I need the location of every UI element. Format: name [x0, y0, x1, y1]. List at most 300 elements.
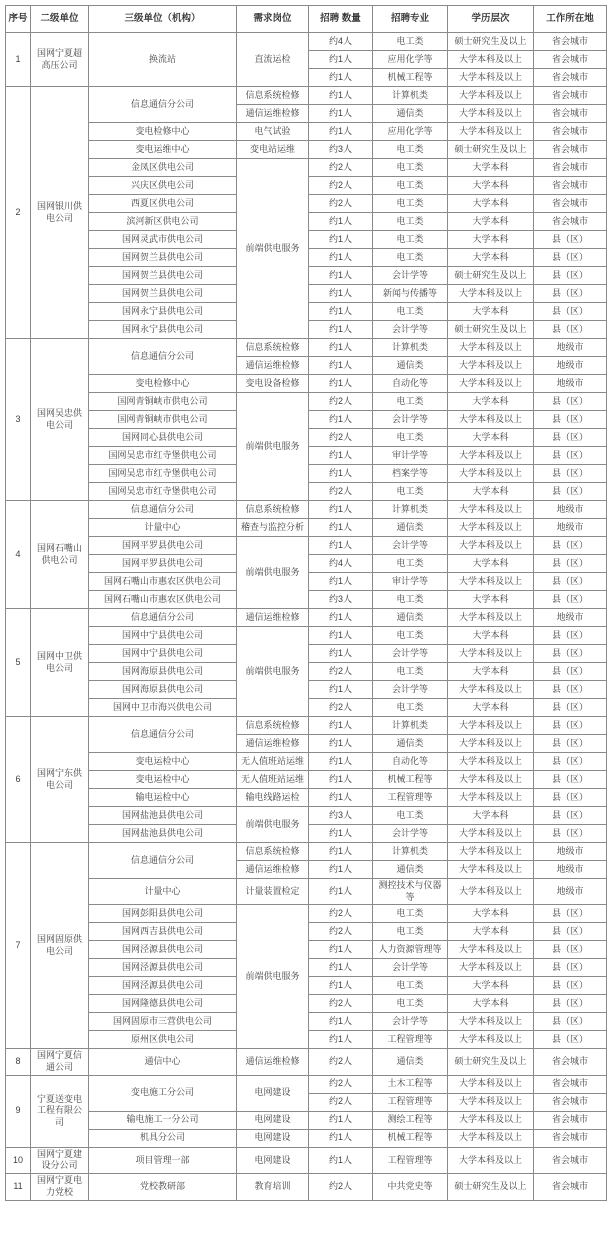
- major-cell: 通信类: [373, 609, 448, 627]
- count-cell: 约2人: [309, 483, 373, 501]
- org-cell: 换流站: [89, 33, 237, 87]
- major-cell: 自动化等: [373, 753, 448, 771]
- position-cell: 电网建设: [237, 1147, 309, 1173]
- count-cell: 约2人: [309, 905, 373, 923]
- table-row: [6, 159, 607, 177]
- count-cell: 约1人: [309, 959, 373, 977]
- table-row: [6, 519, 607, 537]
- count-cell: 约1人: [309, 1111, 373, 1129]
- unit-cell: 国网宁夏超高压公司: [31, 33, 89, 87]
- position-cell: 前端供电服务: [237, 159, 309, 339]
- location-cell: 县（区）: [534, 923, 607, 941]
- degree-cell: 硕士研究生及以上: [448, 321, 534, 339]
- degree-cell: 大学本科: [448, 923, 534, 941]
- org-cell: 国网中宁县供电公司: [89, 645, 237, 663]
- org-cell: 党校教研部: [89, 1174, 237, 1200]
- major-cell: 通信类: [373, 357, 448, 375]
- count-cell: 约1人: [309, 339, 373, 357]
- major-cell: 会计学等: [373, 681, 448, 699]
- count-cell: 约1人: [309, 411, 373, 429]
- degree-cell: 硕士研究生及以上: [448, 1174, 534, 1200]
- count-cell: 约1人: [309, 1013, 373, 1031]
- count-cell: 约2人: [309, 1049, 373, 1075]
- location-cell: 省会城市: [534, 195, 607, 213]
- table-row: [6, 375, 607, 393]
- org-cell: 通信中心: [89, 1049, 237, 1075]
- degree-cell: 大学本科及以上: [448, 285, 534, 303]
- location-cell: 省会城市: [534, 1147, 607, 1173]
- major-cell: 通信类: [373, 861, 448, 879]
- table-row: [6, 339, 607, 357]
- major-cell: 会计学等: [373, 959, 448, 977]
- position-cell: 电气试验: [237, 123, 309, 141]
- count-cell: 约1人: [309, 519, 373, 537]
- major-cell: 会计学等: [373, 321, 448, 339]
- degree-cell: 大学本科及以上: [448, 411, 534, 429]
- org-cell: 计量中心: [89, 879, 237, 905]
- count-cell: 约2人: [309, 923, 373, 941]
- unit-cell: 国网银川供电公司: [31, 87, 89, 339]
- unit-cell: 宁夏送变电工程有限公司: [31, 1075, 89, 1147]
- table-row: [6, 843, 607, 861]
- degree-cell: 硕士研究生及以上: [448, 33, 534, 51]
- location-cell: 省会城市: [534, 51, 607, 69]
- org-cell: 国网隆德县供电公司: [89, 995, 237, 1013]
- org-cell: 信息通信分公司: [89, 717, 237, 753]
- degree-cell: 大学本科: [448, 429, 534, 447]
- location-cell: 省会城市: [534, 123, 607, 141]
- location-cell: 省会城市: [534, 1174, 607, 1200]
- serial-cell: 4: [6, 501, 31, 609]
- major-cell: 中共党史等: [373, 1174, 448, 1200]
- location-cell: 县（区）: [534, 717, 607, 735]
- location-cell: 县（区）: [534, 941, 607, 959]
- location-cell: 县（区）: [534, 905, 607, 923]
- degree-cell: 大学本科及以上: [448, 51, 534, 69]
- major-cell: 电工类: [373, 699, 448, 717]
- major-cell: 自动化等: [373, 375, 448, 393]
- unit-cell: 国网宁夏建设分公司: [31, 1147, 89, 1173]
- location-cell: 县（区）: [534, 573, 607, 591]
- location-cell: 县（区）: [534, 393, 607, 411]
- major-cell: 电工类: [373, 627, 448, 645]
- table-row: [6, 1111, 607, 1129]
- table-row: [6, 87, 607, 105]
- serial-cell: 6: [6, 717, 31, 843]
- major-cell: 电工类: [373, 555, 448, 573]
- location-cell: 县（区）: [534, 411, 607, 429]
- org-cell: 信息通信分公司: [89, 501, 237, 519]
- location-cell: 省会城市: [534, 1093, 607, 1111]
- location-cell: 县（区）: [534, 303, 607, 321]
- table-row: [6, 879, 607, 905]
- count-cell: 约1人: [309, 213, 373, 231]
- serial-cell: 2: [6, 87, 31, 339]
- degree-cell: 大学本科及以上: [448, 879, 534, 905]
- position-cell: 通信运维检修: [237, 609, 309, 627]
- org-cell: 国网吴忠市红寺堡供电公司: [89, 483, 237, 501]
- major-cell: 会计学等: [373, 1013, 448, 1031]
- count-cell: 约1人: [309, 1031, 373, 1049]
- table-row: [6, 905, 607, 923]
- count-cell: 约1人: [309, 465, 373, 483]
- unit-cell: 国网宁夏信通公司: [31, 1049, 89, 1075]
- degree-cell: 大学本科及以上: [448, 465, 534, 483]
- count-cell: 约1人: [309, 1147, 373, 1173]
- location-cell: 县（区）: [534, 753, 607, 771]
- location-cell: 县（区）: [534, 807, 607, 825]
- major-cell: 计算机类: [373, 87, 448, 105]
- col-header-degree: 学历层次: [448, 6, 534, 33]
- degree-cell: 大学本科及以上: [448, 501, 534, 519]
- degree-cell: 大学本科: [448, 177, 534, 195]
- location-cell: 地级市: [534, 357, 607, 375]
- serial-cell: 5: [6, 609, 31, 717]
- table-row: [6, 807, 607, 825]
- count-cell: 约1人: [309, 357, 373, 375]
- count-cell: 约2人: [309, 195, 373, 213]
- count-cell: 约1人: [309, 825, 373, 843]
- major-cell: 机械工程等: [373, 1129, 448, 1147]
- unit-cell: 国网石嘴山供电公司: [31, 501, 89, 609]
- degree-cell: 大学本科: [448, 627, 534, 645]
- col-header-org: 三级单位（机构）: [89, 6, 237, 33]
- org-cell: 国网西吉县供电公司: [89, 923, 237, 941]
- table-row: [6, 771, 607, 789]
- org-cell: 国网永宁县供电公司: [89, 321, 237, 339]
- table-row: [6, 627, 607, 645]
- position-cell: 电网建设: [237, 1075, 309, 1111]
- org-cell: 国网海原县供电公司: [89, 681, 237, 699]
- location-cell: 地级市: [534, 519, 607, 537]
- position-cell: 变电设备检修: [237, 375, 309, 393]
- location-cell: 省会城市: [534, 1129, 607, 1147]
- degree-cell: 大学本科及以上: [448, 789, 534, 807]
- org-cell: 信息通信分公司: [89, 609, 237, 627]
- major-cell: 新闻与传播等: [373, 285, 448, 303]
- degree-cell: 大学本科: [448, 977, 534, 995]
- degree-cell: 大学本科: [448, 699, 534, 717]
- org-cell: 兴庆区供电公司: [89, 177, 237, 195]
- position-cell: 电网建设: [237, 1111, 309, 1129]
- major-cell: 计算机类: [373, 843, 448, 861]
- org-cell: 国网石嘴山市惠农区供电公司: [89, 591, 237, 609]
- count-cell: 约1人: [309, 753, 373, 771]
- org-cell: 国网彭阳县供电公司: [89, 905, 237, 923]
- org-cell: 国网灵武市供电公司: [89, 231, 237, 249]
- location-cell: 省会城市: [534, 87, 607, 105]
- major-cell: 审计学等: [373, 447, 448, 465]
- location-cell: 县（区）: [534, 959, 607, 977]
- count-cell: 约1人: [309, 231, 373, 249]
- degree-cell: 大学本科及以上: [448, 959, 534, 977]
- degree-cell: 大学本科: [448, 159, 534, 177]
- position-cell: 前端供电服务: [237, 627, 309, 717]
- count-cell: 约1人: [309, 447, 373, 465]
- count-cell: 约4人: [309, 33, 373, 51]
- count-cell: 约1人: [309, 285, 373, 303]
- degree-cell: 大学本科: [448, 807, 534, 825]
- degree-cell: 大学本科及以上: [448, 753, 534, 771]
- count-cell: 约1人: [309, 879, 373, 905]
- major-cell: 通信类: [373, 735, 448, 753]
- org-cell: 国网石嘴山市惠农区供电公司: [89, 573, 237, 591]
- count-cell: 约1人: [309, 537, 373, 555]
- org-cell: 变电运维中心: [89, 141, 237, 159]
- location-cell: 县（区）: [534, 465, 607, 483]
- major-cell: 电工类: [373, 231, 448, 249]
- org-cell: 国网平罗县供电公司: [89, 555, 237, 573]
- table-header: [6, 6, 607, 33]
- degree-cell: 硕士研究生及以上: [448, 141, 534, 159]
- table-row: [6, 717, 607, 735]
- degree-cell: 大学本科及以上: [448, 941, 534, 959]
- position-cell: 变电站运维: [237, 141, 309, 159]
- recruitment-table: [5, 5, 607, 1201]
- org-cell: 国网中卫市海兴供电公司: [89, 699, 237, 717]
- serial-cell: 9: [6, 1075, 31, 1147]
- location-cell: 地级市: [534, 843, 607, 861]
- location-cell: 省会城市: [534, 213, 607, 231]
- position-cell: 信息系统检修: [237, 717, 309, 735]
- table-row: [6, 789, 607, 807]
- count-cell: 约2人: [309, 429, 373, 447]
- position-cell: 信息系统检修: [237, 339, 309, 357]
- org-cell: 输电施工一分公司: [89, 1111, 237, 1129]
- table-row: [6, 393, 607, 411]
- org-cell: 项目管理一部: [89, 1147, 237, 1173]
- position-cell: 直流运检: [237, 33, 309, 87]
- count-cell: 约1人: [309, 375, 373, 393]
- col-header-count: 招聘 数量: [309, 6, 373, 33]
- count-cell: 约1人: [309, 771, 373, 789]
- location-cell: 县（区）: [534, 591, 607, 609]
- major-cell: 电工类: [373, 195, 448, 213]
- serial-cell: 11: [6, 1174, 31, 1200]
- major-cell: 会计学等: [373, 411, 448, 429]
- org-cell: 国网盐池县供电公司: [89, 807, 237, 825]
- header-row: [6, 6, 607, 33]
- major-cell: 工程管理等: [373, 1093, 448, 1111]
- major-cell: 电工类: [373, 995, 448, 1013]
- location-cell: 县（区）: [534, 663, 607, 681]
- count-cell: 约1人: [309, 87, 373, 105]
- degree-cell: 大学本科及以上: [448, 573, 534, 591]
- degree-cell: 大学本科及以上: [448, 681, 534, 699]
- location-cell: 地级市: [534, 375, 607, 393]
- major-cell: 电工类: [373, 303, 448, 321]
- major-cell: 电工类: [373, 663, 448, 681]
- degree-cell: 大学本科及以上: [448, 1075, 534, 1093]
- org-cell: 滨河新区供电公司: [89, 213, 237, 231]
- location-cell: 县（区）: [534, 231, 607, 249]
- org-cell: 信息通信分公司: [89, 87, 237, 123]
- degree-cell: 大学本科: [448, 905, 534, 923]
- org-cell: 信息通信分公司: [89, 843, 237, 879]
- position-cell: 信息系统检修: [237, 501, 309, 519]
- degree-cell: 大学本科: [448, 393, 534, 411]
- org-cell: 变电检修中心: [89, 375, 237, 393]
- position-cell: 通信运维检修: [237, 357, 309, 375]
- degree-cell: 大学本科及以上: [448, 537, 534, 555]
- major-cell: 电工类: [373, 807, 448, 825]
- degree-cell: 大学本科及以上: [448, 771, 534, 789]
- degree-cell: 大学本科及以上: [448, 735, 534, 753]
- degree-cell: 大学本科及以上: [448, 609, 534, 627]
- location-cell: 县（区）: [534, 537, 607, 555]
- location-cell: 县（区）: [534, 321, 607, 339]
- count-cell: 约2人: [309, 177, 373, 195]
- major-cell: 机械工程等: [373, 69, 448, 87]
- location-cell: 县（区）: [534, 267, 607, 285]
- org-cell: 国网固原市三营供电公司: [89, 1013, 237, 1031]
- major-cell: 土木工程等: [373, 1075, 448, 1093]
- location-cell: 省会城市: [534, 33, 607, 51]
- degree-cell: 大学本科: [448, 213, 534, 231]
- position-cell: 通信运维检修: [237, 1049, 309, 1075]
- org-cell: 国网泾源县供电公司: [89, 959, 237, 977]
- degree-cell: 大学本科及以上: [448, 645, 534, 663]
- org-cell: 国网盐池县供电公司: [89, 825, 237, 843]
- degree-cell: 大学本科: [448, 249, 534, 267]
- degree-cell: 大学本科及以上: [448, 861, 534, 879]
- count-cell: 约1人: [309, 249, 373, 267]
- major-cell: 会计学等: [373, 645, 448, 663]
- unit-cell: 国网中卫供电公司: [31, 609, 89, 717]
- serial-cell: 1: [6, 33, 31, 87]
- major-cell: 通信类: [373, 105, 448, 123]
- count-cell: 约1人: [309, 321, 373, 339]
- org-cell: 国网海原县供电公司: [89, 663, 237, 681]
- position-cell: 通信运维检修: [237, 735, 309, 753]
- major-cell: 审计学等: [373, 573, 448, 591]
- org-cell: 国网永宁县供电公司: [89, 303, 237, 321]
- table-row: [6, 501, 607, 519]
- degree-cell: 大学本科: [448, 591, 534, 609]
- org-cell: 输电运检中心: [89, 789, 237, 807]
- degree-cell: 大学本科: [448, 663, 534, 681]
- org-cell: 国网泾源县供电公司: [89, 941, 237, 959]
- position-cell: 前端供电服务: [237, 905, 309, 1049]
- degree-cell: 大学本科及以上: [448, 1093, 534, 1111]
- location-cell: 省会城市: [534, 105, 607, 123]
- unit-cell: 国网吴忠供电公司: [31, 339, 89, 501]
- count-cell: 约2人: [309, 1174, 373, 1200]
- table-row: [6, 33, 607, 51]
- position-cell: 稽查与监控分析: [237, 519, 309, 537]
- major-cell: 电工类: [373, 923, 448, 941]
- major-cell: 机械工程等: [373, 771, 448, 789]
- count-cell: 约2人: [309, 159, 373, 177]
- location-cell: 县（区）: [534, 555, 607, 573]
- location-cell: 地级市: [534, 501, 607, 519]
- count-cell: 约1人: [309, 105, 373, 123]
- location-cell: 省会城市: [534, 177, 607, 195]
- org-cell: 西夏区供电公司: [89, 195, 237, 213]
- org-cell: 计量中心: [89, 519, 237, 537]
- major-cell: 应用化学等: [373, 123, 448, 141]
- degree-cell: 大学本科及以上: [448, 843, 534, 861]
- location-cell: 省会城市: [534, 159, 607, 177]
- major-cell: 测绘工程等: [373, 1111, 448, 1129]
- org-cell: 国网贺兰县供电公司: [89, 249, 237, 267]
- table-row: [6, 141, 607, 159]
- degree-cell: 大学本科及以上: [448, 339, 534, 357]
- major-cell: 电工类: [373, 483, 448, 501]
- location-cell: 县（区）: [534, 977, 607, 995]
- org-cell: 国网同心县供电公司: [89, 429, 237, 447]
- count-cell: 约4人: [309, 555, 373, 573]
- count-cell: 约1人: [309, 977, 373, 995]
- count-cell: 约1人: [309, 789, 373, 807]
- count-cell: 约1人: [309, 681, 373, 699]
- degree-cell: 大学本科: [448, 555, 534, 573]
- position-cell: 通信运维检修: [237, 105, 309, 123]
- count-cell: 约1人: [309, 51, 373, 69]
- count-cell: 约1人: [309, 717, 373, 735]
- unit-cell: 国网宁东供电公司: [31, 717, 89, 843]
- table-row: [6, 1075, 607, 1093]
- major-cell: 测控技术与仪器等: [373, 879, 448, 905]
- col-header-location: 工作所在地: [534, 6, 607, 33]
- count-cell: 约1人: [309, 69, 373, 87]
- degree-cell: 硕士研究生及以上: [448, 1049, 534, 1075]
- major-cell: 通信类: [373, 519, 448, 537]
- table-row: [6, 1147, 607, 1173]
- degree-cell: 大学本科及以上: [448, 1111, 534, 1129]
- major-cell: 会计学等: [373, 825, 448, 843]
- degree-cell: 大学本科: [448, 195, 534, 213]
- org-cell: 国网吴忠市红寺堡供电公司: [89, 465, 237, 483]
- serial-cell: 7: [6, 843, 31, 1049]
- major-cell: 计算机类: [373, 339, 448, 357]
- degree-cell: 硕士研究生及以上: [448, 267, 534, 285]
- table-row: [6, 1174, 607, 1200]
- count-cell: 约1人: [309, 941, 373, 959]
- degree-cell: 大学本科: [448, 231, 534, 249]
- count-cell: 约3人: [309, 591, 373, 609]
- count-cell: 约2人: [309, 663, 373, 681]
- position-cell: 无人值班站运维: [237, 771, 309, 789]
- location-cell: 县（区）: [534, 645, 607, 663]
- count-cell: 约2人: [309, 1093, 373, 1111]
- position-cell: 信息系统检修: [237, 843, 309, 861]
- location-cell: 地级市: [534, 879, 607, 905]
- org-cell: 国网吴忠市红寺堡供电公司: [89, 447, 237, 465]
- position-cell: 电网建设: [237, 1129, 309, 1147]
- location-cell: 县（区）: [534, 429, 607, 447]
- position-cell: 前端供电服务: [237, 807, 309, 843]
- major-cell: 应用化学等: [373, 51, 448, 69]
- position-cell: 教育培训: [237, 1174, 309, 1200]
- location-cell: 省会城市: [534, 1111, 607, 1129]
- count-cell: 约1人: [309, 123, 373, 141]
- major-cell: 会计学等: [373, 537, 448, 555]
- degree-cell: 大学本科及以上: [448, 357, 534, 375]
- major-cell: 人力资源管理等: [373, 941, 448, 959]
- org-cell: 国网贺兰县供电公司: [89, 285, 237, 303]
- org-cell: 变电运检中心: [89, 753, 237, 771]
- major-cell: 工程管理等: [373, 1147, 448, 1173]
- count-cell: 约1人: [309, 573, 373, 591]
- location-cell: 地级市: [534, 861, 607, 879]
- location-cell: 省会城市: [534, 69, 607, 87]
- col-header-major: 招聘专业: [373, 6, 448, 33]
- count-cell: 约1人: [309, 735, 373, 753]
- position-cell: 信息系统检修: [237, 87, 309, 105]
- table-body: [6, 33, 607, 1201]
- major-cell: 电工类: [373, 393, 448, 411]
